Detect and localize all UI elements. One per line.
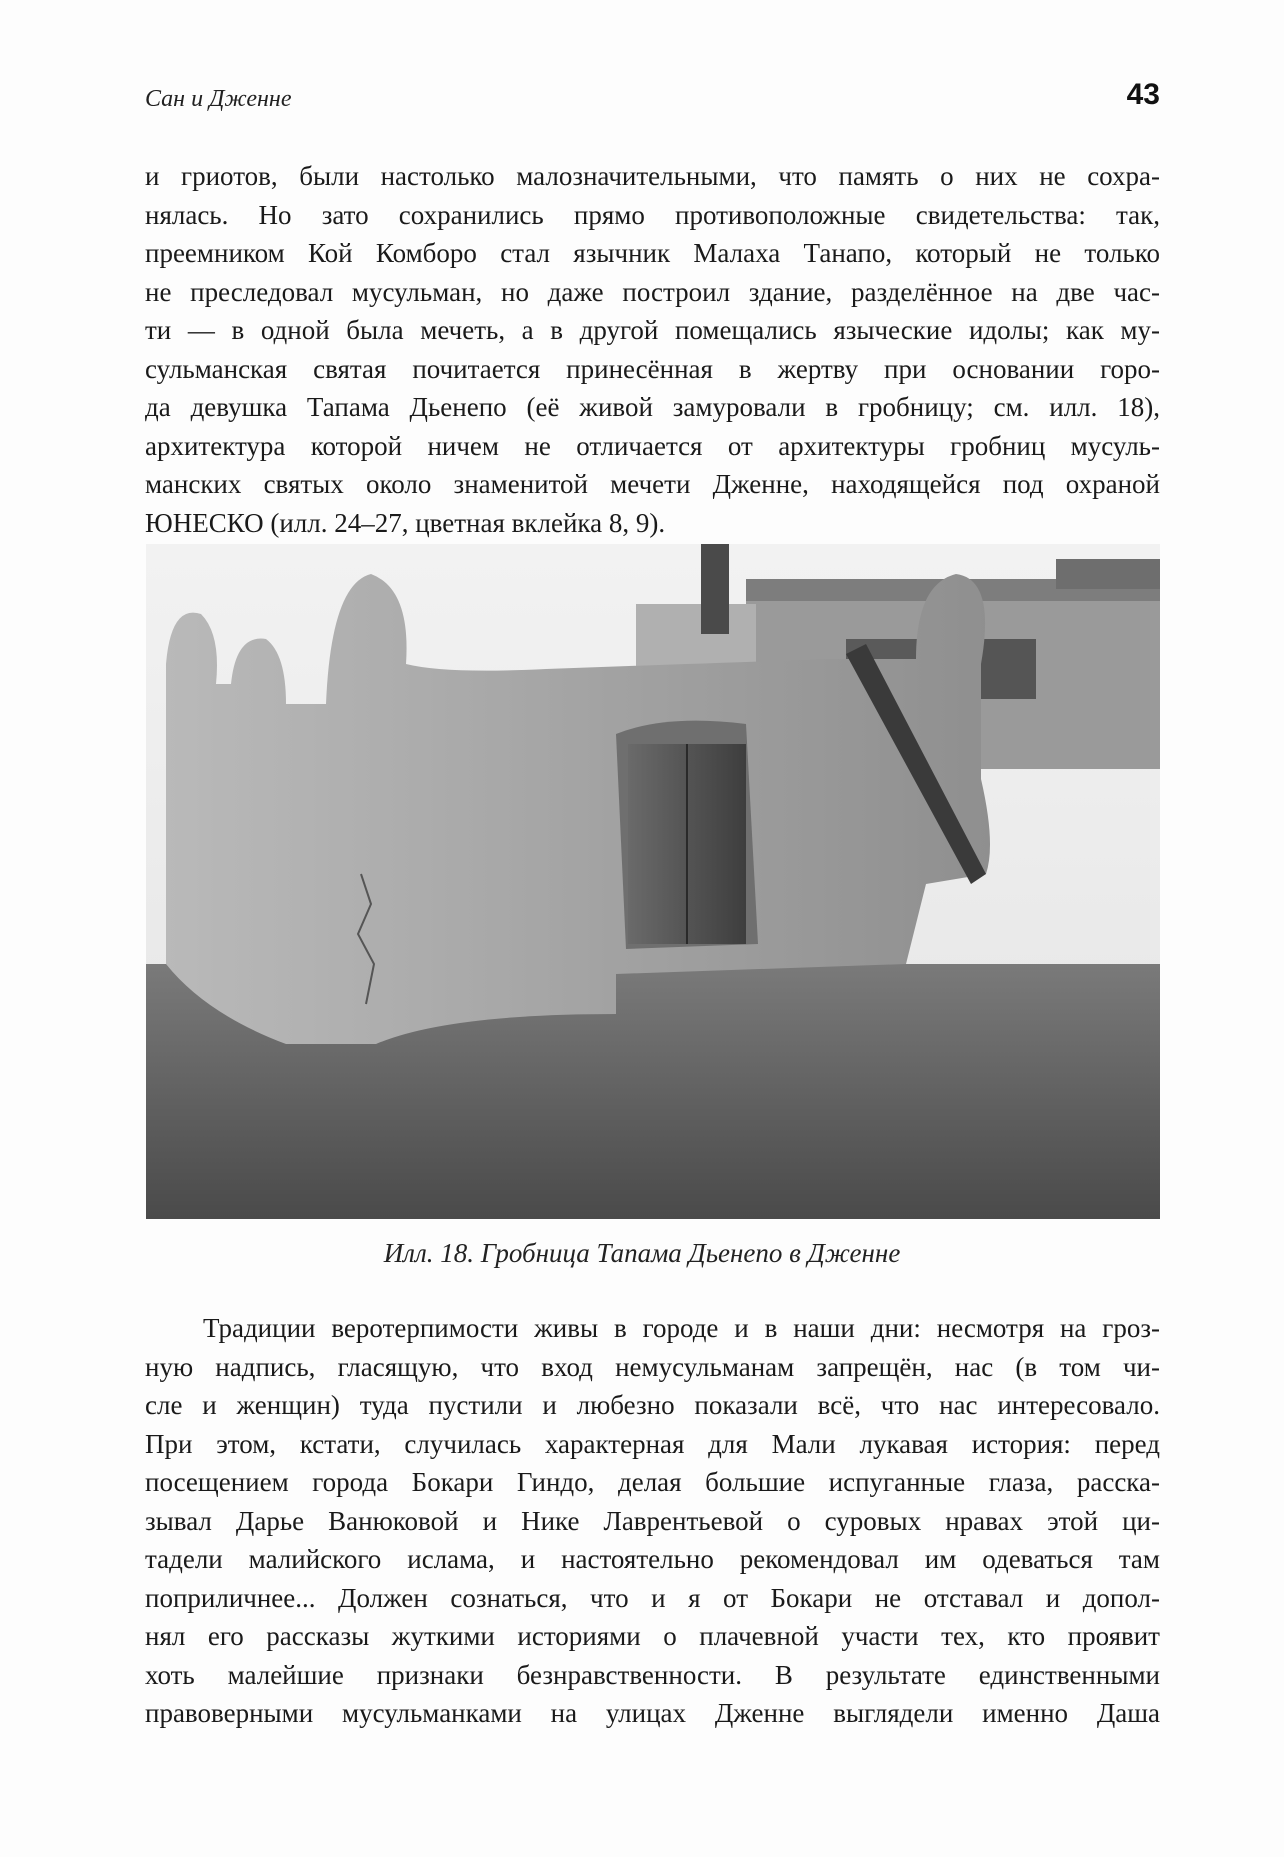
text-line: архитектура которой ничем не отличается от архитектуры гробниц мусуль- [145, 430, 1160, 461]
text-line: ти — в одной была мечеть, а в другой помещались языческие идолы; как му- [145, 315, 1160, 345]
text-line: ЮНЕСКО (илл. 24–27, цветная вклейка 8, 9). [145, 507, 666, 538]
text-line: нял его рассказы жуткими историями о плачевной участи тех, кто проявит [145, 1621, 1160, 1651]
text-line: зывал Дарье Ванюковой и Нике Лаврентьевой о суровых нравах этой ци- [145, 1505, 1160, 1536]
figure-caption: Илл. 18. Гробница Тапама Дьенепо в Дженне [383, 1238, 901, 1268]
text-line: посещением города Бокари Гиндо, делая большие испуганные глаза, расска- [145, 1467, 1160, 1497]
text-line: поприличнее... Должен сознаться, что и я от Бокари не отставал и допол- [145, 1582, 1160, 1613]
tomb-photograph [146, 544, 1160, 1219]
figure-photo-tomb [146, 544, 1160, 1219]
text-line: Традиции веротерпимости живы в городе и в наши дни: несмотря на гроз- [203, 1313, 1160, 1343]
text-line: При этом, кстати, случилась характерная для Мали лукавая история: перед [145, 1428, 1160, 1459]
text-line: правоверными мусульманками на улицах Дженне выглядели именно Даша [145, 1698, 1160, 1728]
text-line: да девушка Тапама Дьенепо (её живой замуровали в гробницу; см. илл. 18), [145, 392, 1160, 422]
paragraph-2 [145, 1309, 1160, 1733]
text-line: манских святых около знаменитой мечети Дженне, находящейся под охраной [145, 469, 1160, 499]
text-line: преемником Кой Комборо стал язычник Малаха Танапо, который не только [145, 238, 1160, 268]
text-line: сле и женщин) туда пустили и любезно показали всё, что нас интересовало. [145, 1390, 1160, 1420]
running-title: Сан и Дженне [145, 86, 292, 112]
text-line: тадели малийского ислама, и настоятельно рекомендовал им одеваться там [145, 1544, 1160, 1574]
text-line: сульманская святая почитается принесённая в жертву при основании горо- [145, 353, 1160, 384]
text-line: не преследовал мусульман, но даже построил здание, разделённое на две час- [145, 276, 1160, 307]
text-line: и гриотов, были настолько малозначительными, что память о них не сохра- [145, 161, 1160, 191]
paragraph-1 [145, 157, 1160, 542]
text-line: ную надпись, гласящую, что вход немусульманам запрещён, нас (в том чи- [145, 1351, 1160, 1382]
page-number: 43 [1126, 78, 1160, 111]
text-line: нялась. Но зато сохранились прямо противоположные свидетельства: так, [145, 199, 1160, 230]
text-line: хоть малейшие признаки безнравственности. В результате единственными [145, 1659, 1160, 1690]
